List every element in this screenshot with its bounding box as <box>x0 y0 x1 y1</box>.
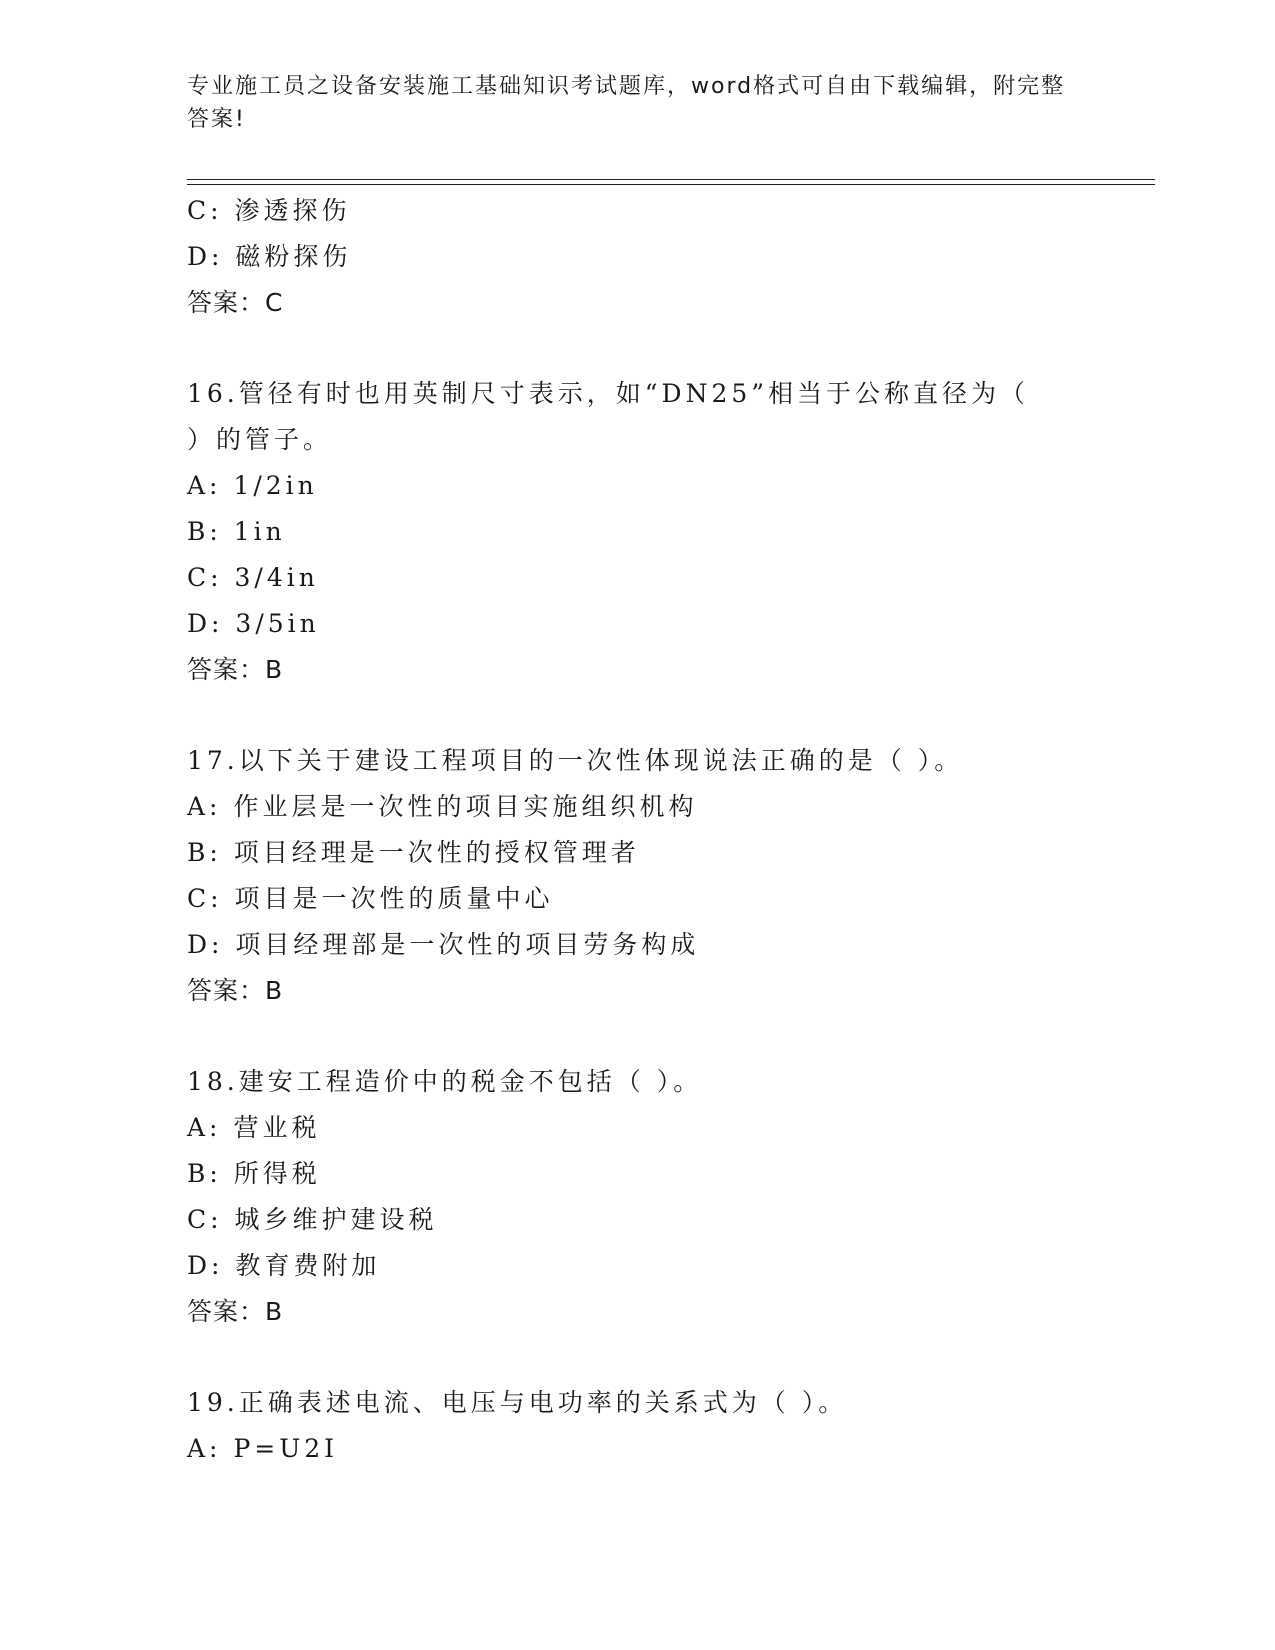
option-c: C: 渗透探伤 <box>187 196 351 225</box>
option-a: A: 营业税 <box>187 1113 321 1142</box>
question-list <box>187 188 1087 1472</box>
question-block-17 <box>187 738 1087 1014</box>
question-block-15 <box>187 188 1087 326</box>
answer-line: 答案：B <box>187 655 284 684</box>
question-block-18 <box>187 1059 1087 1335</box>
option-a: A: 作业层是一次性的项目实施组织机构 <box>187 792 698 821</box>
option-d: D: 3/5in <box>187 609 320 638</box>
option-a: A: 1/2in <box>187 471 318 500</box>
question-block-16 <box>187 371 1087 693</box>
option-d: D: 项目经理部是一次性的项目劳务构成 <box>187 930 700 959</box>
option-c: C: 项目是一次性的质量中心 <box>187 884 554 913</box>
option-c: C: 3/4in <box>187 563 319 592</box>
header-divider-top <box>187 179 1155 180</box>
option-b: B: 项目经理是一次性的授权管理者 <box>187 838 640 867</box>
option-a: A: P=U2I <box>187 1434 339 1463</box>
question-stem: 19.正确表述电流、电压与电功率的关系式为（ ）。 <box>187 1388 848 1417</box>
header-divider-bottom <box>187 184 1155 185</box>
document-header: 专业施工员之设备安装施工基础知识考试题库，word格式可自由下载编辑，附完整答案! <box>187 74 1066 132</box>
question-stem: 16.管径有时也用英制尺寸表示，如“DN25”相当于公称直径为（ ）的管子。 <box>187 379 1030 454</box>
answer-line: 答案：B <box>187 976 284 1005</box>
option-b: B: 1in <box>187 517 286 546</box>
option-b: B: 所得税 <box>187 1159 321 1188</box>
answer-line: 答案：B <box>187 1297 284 1326</box>
option-d: D: 教育费附加 <box>187 1251 381 1280</box>
question-stem: 17.以下关于建设工程项目的一次性体现说法正确的是（ ）。 <box>187 746 964 775</box>
option-c: C: 城乡维护建设税 <box>187 1205 438 1234</box>
question-block-19 <box>187 1380 1087 1472</box>
answer-line: 答案：C <box>187 288 284 317</box>
option-d: D: 磁粉探伤 <box>187 242 352 271</box>
question-stem: 18.建安工程造价中的税金不包括（ ）。 <box>187 1067 703 1096</box>
